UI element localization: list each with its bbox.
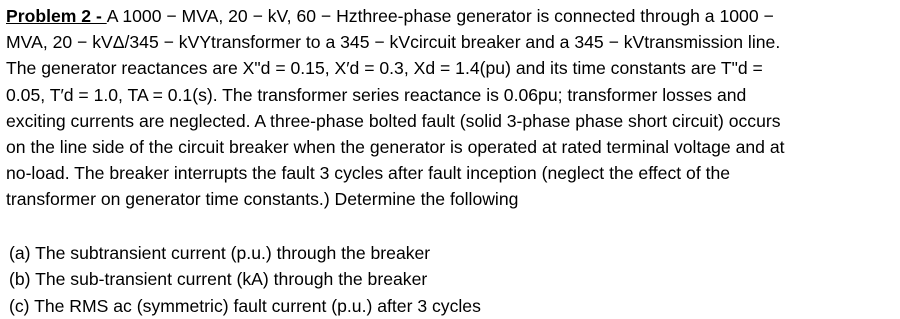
problem-line-6: on the line side of the circuit breaker when the generator is operated at rated terminal voltage and at [6, 137, 785, 158]
problem-line-2: MVA, 20 − kVΔ/345 − kVYtransformer to a 345 − kVcircuit breaker and a 345 − kVtransmission line. [6, 32, 781, 53]
question-list [9, 240, 481, 319]
problem-line-7: no-load. The breaker interrupts the fault 3 cycles after fault inception (neglect the effect of the [6, 163, 731, 184]
problem-text [6, 3, 896, 213]
problem-line-5: exciting currents are neglected. A three-phase bolted fault (solid 3-phase phase short circuit) occurs [6, 110, 781, 131]
problem-line-8: transformer on generator time constants.) Determine the following [6, 189, 519, 210]
problem-line-4: 0.05, T′d = 1.0, TA = 0.1(s). The transformer series reactance is 0.06pu; transformer losses and [6, 84, 747, 105]
question-a: (a) The subtransient current (p.u.) through the breaker [9, 243, 431, 263]
problem-line-3: The generator reactances are X"d = 0.15, X′d = 0.3, Xd = 1.4(pu) and its time constants are T"d = [6, 58, 763, 79]
problem-heading: Problem 2 - [6, 6, 107, 26]
problem-line-1: Problem 2 - A 1000 − MVA, 20 − kV, 60 − Hzthree-phase generator is connected through a 1000 − [6, 6, 774, 26]
question-b: (b) The sub-transient current (kA) through the breaker [9, 269, 428, 290]
problem-paragraph [6, 3, 896, 213]
question-c: (c) The RMS ac (symmetric) fault current (p.u.) after 3 cycles [9, 295, 481, 316]
